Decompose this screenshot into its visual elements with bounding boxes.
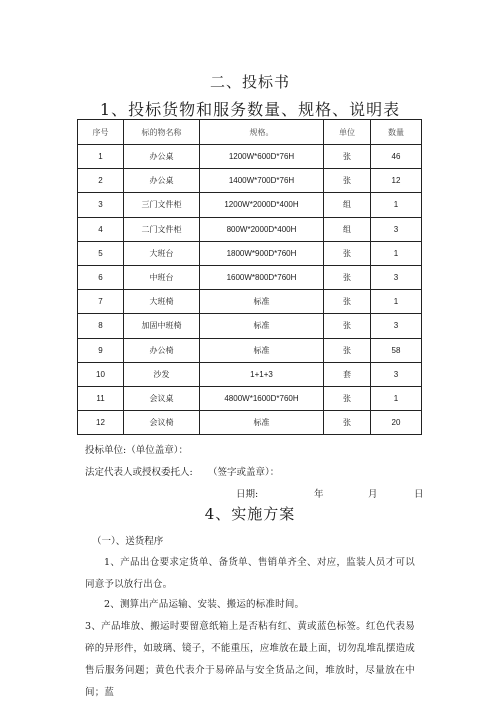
table-row bbox=[78, 193, 422, 217]
table-row bbox=[78, 145, 422, 169]
cell-unit: 张 bbox=[324, 241, 371, 265]
cell-spec: 4800W*1600D*760H bbox=[200, 386, 324, 410]
cell-quantity: 1 bbox=[371, 386, 422, 410]
cell-unit: 张 bbox=[324, 411, 371, 435]
header-unit: 单位 bbox=[324, 120, 371, 145]
date-day: 日 bbox=[414, 489, 424, 500]
cell-serial: 9 bbox=[78, 338, 124, 362]
cell-unit: 张 bbox=[324, 169, 371, 193]
cell-quantity: 1 bbox=[371, 193, 422, 217]
table-row bbox=[78, 290, 422, 314]
paragraph-1 bbox=[85, 552, 415, 596]
table-row bbox=[78, 411, 422, 435]
cell-spec: 1400W*700D*76H bbox=[200, 169, 324, 193]
cell-quantity: 3 bbox=[371, 265, 422, 289]
table-header-row bbox=[78, 120, 422, 145]
paragraph-3-text: 3、产品堆放、搬运时要留意纸箱上是否粘有红、黄或蓝色标签。红色代表易碎的异形件，如玻璃、镜子，不能重压，应堆放在最上面，切勿乱堆乱摆造成售后服务问题；黄色代表介于易碎品与安全货品之间，堆放时，尽量放在中间；蓝 bbox=[85, 621, 415, 698]
cell-item-name: 沙发 bbox=[124, 362, 200, 386]
cell-serial: 10 bbox=[78, 362, 124, 386]
table-row bbox=[78, 265, 422, 289]
header-quantity: 数量 bbox=[371, 120, 422, 145]
representative-note: （签字或盖章）： bbox=[208, 467, 280, 478]
paragraph-2-text: 2、测算出产品运输、安装、搬运的标准时间。 bbox=[104, 599, 305, 610]
bidder-line: 投标单位:（单位盖章）： bbox=[85, 445, 188, 456]
table-row bbox=[78, 314, 422, 338]
cell-unit: 张 bbox=[324, 338, 371, 362]
header-serial: 序号 bbox=[78, 120, 124, 145]
cell-spec: 1800W*900D*760H bbox=[200, 241, 324, 265]
table-row bbox=[78, 241, 422, 265]
cell-item-name: 办公椅 bbox=[124, 338, 200, 362]
table-row bbox=[78, 217, 422, 241]
paragraph-3 bbox=[85, 616, 415, 704]
cell-item-name: 办公桌 bbox=[124, 169, 200, 193]
cell-unit: 张 bbox=[324, 265, 371, 289]
cell-spec: 1600W*800D*760H bbox=[200, 265, 324, 289]
paragraph-1-text: 1、产品出仓要求定货单、备货单、售销单齐全、对应，监装人员才可以同意予以放行出仓。 bbox=[85, 557, 415, 590]
cell-item-name: 加固中班椅 bbox=[124, 314, 200, 338]
paragraph-2 bbox=[85, 594, 415, 616]
cell-serial: 5 bbox=[78, 241, 124, 265]
subsection-heading: （一）、送货程序 bbox=[92, 536, 164, 547]
cell-quantity: 46 bbox=[371, 145, 422, 169]
table-row bbox=[78, 169, 422, 193]
cell-serial: 4 bbox=[78, 217, 124, 241]
cell-item-name: 大班台 bbox=[124, 241, 200, 265]
cell-item-name: 三门文件柜 bbox=[124, 193, 200, 217]
cell-unit: 套 bbox=[324, 362, 371, 386]
cell-spec: 标准 bbox=[200, 290, 324, 314]
table-row bbox=[78, 338, 422, 362]
cell-quantity: 1 bbox=[371, 241, 422, 265]
section-heading: 二、投标书 bbox=[209, 73, 290, 91]
cell-quantity: 3 bbox=[371, 314, 422, 338]
cell-unit: 组 bbox=[324, 217, 371, 241]
cell-item-name: 二门文件柜 bbox=[124, 217, 200, 241]
cell-spec: 1200W*600D*76H bbox=[200, 145, 324, 169]
cell-quantity: 3 bbox=[371, 362, 422, 386]
cell-quantity: 12 bbox=[371, 169, 422, 193]
cell-spec: 标准 bbox=[200, 338, 324, 362]
goods-spec-table bbox=[77, 119, 422, 435]
cell-spec: 标准 bbox=[200, 314, 324, 338]
cell-serial: 1 bbox=[78, 145, 124, 169]
cell-serial: 2 bbox=[78, 169, 124, 193]
cell-quantity: 1 bbox=[371, 290, 422, 314]
cell-item-name: 中班台 bbox=[124, 265, 200, 289]
table-row bbox=[78, 386, 422, 410]
cell-unit: 组 bbox=[324, 193, 371, 217]
cell-unit: 张 bbox=[324, 386, 371, 410]
cell-unit: 张 bbox=[324, 290, 371, 314]
cell-quantity: 58 bbox=[371, 338, 422, 362]
cell-spec: 1200W*2000D*400H bbox=[200, 193, 324, 217]
cell-spec: 1+1+3 bbox=[200, 362, 324, 386]
date-month: 月 bbox=[368, 489, 378, 500]
cell-unit: 张 bbox=[324, 314, 371, 338]
cell-item-name: 会议桌 bbox=[124, 386, 200, 410]
cell-quantity: 20 bbox=[371, 411, 422, 435]
header-item-name: 标的物名称 bbox=[124, 120, 200, 145]
cell-unit: 张 bbox=[324, 145, 371, 169]
representative-label: 法定代表人或授权委托人: bbox=[85, 467, 193, 478]
cell-serial: 8 bbox=[78, 314, 124, 338]
cell-serial: 6 bbox=[78, 265, 124, 289]
cell-quantity: 3 bbox=[371, 217, 422, 241]
table-title: 1、投标货物和服务数量、规格、说明表 bbox=[99, 100, 401, 119]
section4-heading: 4、实施方案 bbox=[204, 505, 296, 523]
table-row bbox=[78, 362, 422, 386]
cell-spec: 800W*2000D*400H bbox=[200, 217, 324, 241]
date-label: 日期: bbox=[236, 489, 259, 500]
cell-item-name: 办公桌 bbox=[124, 145, 200, 169]
cell-serial: 3 bbox=[78, 193, 124, 217]
cell-spec: 标准 bbox=[200, 411, 324, 435]
cell-item-name: 会议椅 bbox=[124, 411, 200, 435]
header-spec: 规格。 bbox=[200, 120, 324, 145]
cell-serial: 12 bbox=[78, 411, 124, 435]
date-year: 年 bbox=[314, 489, 324, 500]
cell-serial: 7 bbox=[78, 290, 124, 314]
cell-serial: 11 bbox=[78, 386, 124, 410]
cell-item-name: 大班椅 bbox=[124, 290, 200, 314]
